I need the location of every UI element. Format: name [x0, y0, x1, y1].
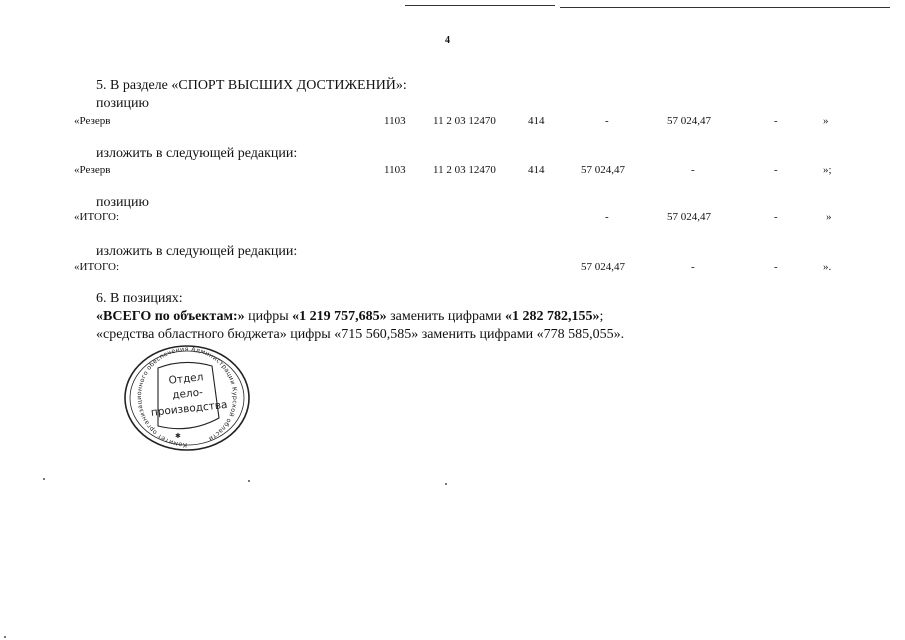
section6-line1	[96, 309, 603, 325]
row-cell: 1103	[384, 164, 406, 176]
stamp-line-2: дело-	[171, 386, 204, 402]
stamp-seal	[118, 342, 256, 454]
row-cell: 57 024,47	[667, 211, 711, 223]
restate-label-2: изложить в следующей редакции:	[96, 244, 298, 259]
line1-old-value: «1 219 757,685»	[292, 309, 387, 324]
row-cell: 57 024,47	[581, 261, 625, 273]
row-cell: «ИТОГО:	[74, 261, 120, 273]
restate-label-1: изложить в следующей редакции:	[96, 146, 298, 161]
section5-heading: 5. В разделе «СПОРТ ВЫСШИХ ДОСТИЖЕНИЙ»:	[96, 78, 407, 93]
row-cell: »;	[823, 164, 832, 176]
top-rule-left	[405, 5, 555, 6]
row-cell: »	[823, 115, 829, 127]
scan-speck	[4, 636, 6, 638]
line1-new-value: «1 282 782,155»	[505, 309, 600, 324]
row-cell: -	[774, 164, 778, 176]
stamp-line-3: производства	[150, 398, 228, 419]
row-cell: 414	[528, 115, 545, 127]
row-cell: 57 024,47	[581, 164, 625, 176]
row-cell: 57 024,47	[667, 115, 711, 127]
scan-speck	[43, 478, 45, 480]
row-cell: -	[774, 115, 778, 127]
row-cell: »	[826, 211, 832, 223]
row-cell: «ИТОГО:	[74, 211, 120, 223]
position-label-2: позицию	[96, 195, 149, 210]
row-cell: -	[605, 115, 609, 127]
page-number: 4	[445, 35, 450, 46]
top-rule-right	[560, 7, 890, 8]
svg-text:Комитет организационного обесп: Комитет организационного обеспечения Администрации Курской области	[136, 345, 239, 449]
line1-text: цифры	[244, 309, 293, 324]
row-cell: -	[605, 211, 609, 223]
scan-speck	[248, 480, 250, 482]
scan-speck	[445, 483, 447, 485]
section6-line2: «средства областного бюджета» цифры «715 560,585» заменить цифрами «778 585,055».	[96, 327, 625, 342]
row-cell: «Резерв	[74, 164, 111, 176]
line1-end: ;	[599, 309, 604, 324]
row-cell: 1103	[384, 115, 406, 127]
row-cell: -	[691, 164, 695, 176]
row-cell: -	[774, 261, 778, 273]
position-label-1: позицию	[96, 96, 149, 111]
section6-heading: 6. В позициях:	[96, 291, 183, 306]
row-cell: -	[691, 261, 695, 273]
svg-text:✱: ✱	[175, 432, 181, 440]
row-cell: 11 2 03 12470	[433, 164, 496, 176]
row-cell: 11 2 03 12470	[433, 115, 496, 127]
row-cell: 414	[528, 164, 545, 176]
row-cell: ».	[823, 261, 832, 273]
line1-subject: «ВСЕГО по объектам:»	[96, 309, 245, 324]
row-cell: «Резерв	[74, 115, 111, 127]
stamp-line-1: Отдел	[168, 371, 204, 387]
line1-text-2: заменить цифрами	[386, 309, 506, 324]
row-cell: -	[774, 211, 778, 223]
